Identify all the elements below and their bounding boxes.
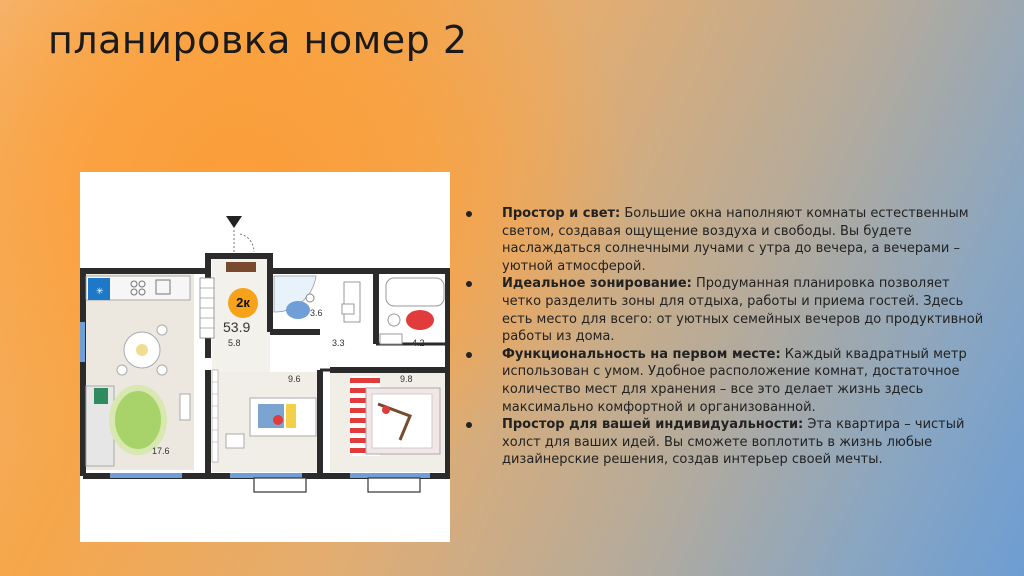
room-type-badge: 2к [228, 288, 258, 318]
feature-heading: Простор для вашей индивидуальности: [502, 417, 804, 433]
feature-text: Большие окна наполняют комнаты естественным светом, создавая ощущение воздуха и свободы. Вы будете наслаждаться солнечными лучами с утра до вечера, а вечерами – уютной атмосферой. [502, 206, 969, 274]
area-bedroom-right: 9.8 [400, 374, 413, 384]
svg-text:✳: ✳ [96, 287, 104, 297]
area-wc: 4.2 [412, 338, 425, 348]
desk-icon [226, 434, 244, 448]
bathtub-icon [386, 278, 444, 306]
total-area-label: 53.9 [223, 319, 251, 335]
area-corridor: 3.3 [332, 338, 345, 348]
area-bedroom-left: 9.6 [288, 374, 301, 384]
feature-heading: Функциональность на первом месте: [502, 346, 781, 362]
sink-icon [344, 282, 360, 322]
feature-text: Продуманная планировка позволяет четко разделить зоны для отдыха, работы и приема гостей. Здесь есть место для всего: от уютных семейных вечеров до продуктивной работы из дома. [502, 276, 984, 345]
area-hall: 5.8 [228, 338, 241, 348]
feature-heading: Простор и свет: [502, 206, 621, 221]
feature-text: Эта квартира – чистый холст для ваших идей. Вы сможете воплотить в жизнь любые дизайнерские решения, создав интерьер своей мечты. [502, 417, 965, 468]
feature-heading: Идеальное зонирование: [502, 276, 692, 292]
feature-item [466, 416, 992, 469]
doormat-icon [226, 262, 256, 272]
rug-icon [112, 388, 164, 452]
floor-plan [80, 172, 450, 542]
feature-text: Каждый квадратный метр использован с умом. Удобное расположение комнат, достаточное количество мест для хранения – все это делает жизнь здесь максимально комфортной и организованной. [502, 346, 967, 415]
toilet-icon [388, 314, 400, 326]
feature-item [466, 346, 992, 416]
floor-plan-drawing [80, 172, 450, 542]
feature-item [466, 275, 992, 345]
entrance-arrow-icon [226, 216, 242, 228]
area-kitchen-living: 17.6 [152, 446, 170, 456]
wc-rug-icon [406, 310, 434, 330]
bath-mat-icon [286, 301, 310, 319]
feature-item [466, 205, 992, 275]
slide-title: планировка номер 2 [48, 18, 468, 62]
feature-list [466, 205, 992, 469]
area-bathroom: 3.6 [310, 308, 323, 318]
